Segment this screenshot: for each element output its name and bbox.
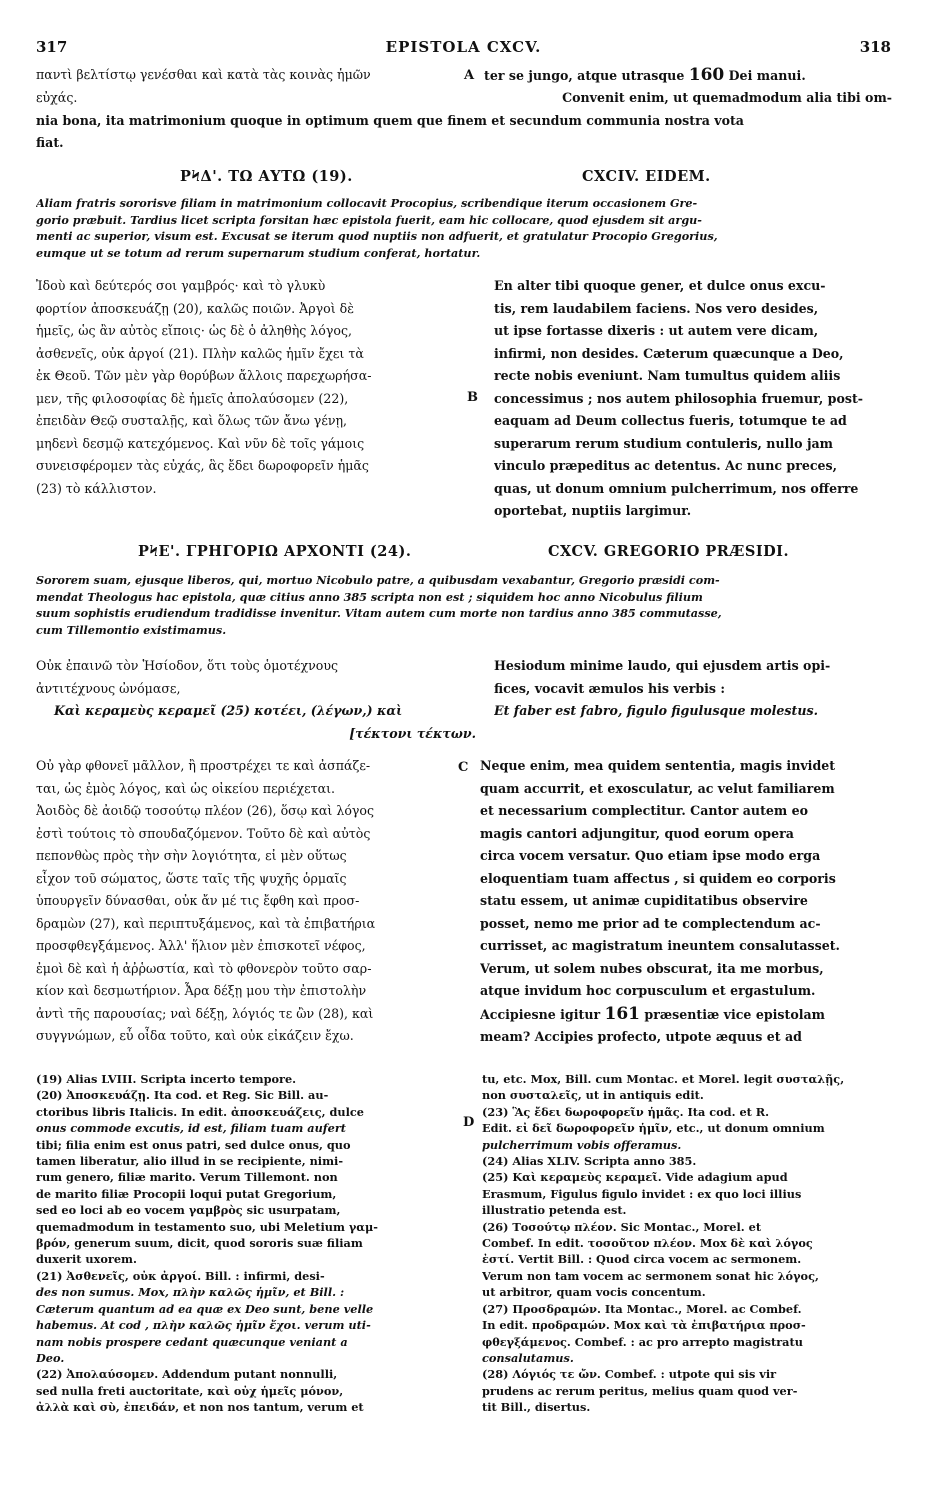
latin-text-194: En alter tibi quoque gener, et dulce onus excu- tis, rem laudabilem faciens. Nos vero desides, ut ipse fortasse dixeris : ut autem vere dicam, infirmi, non desides. Cæterum quæcunque a Deo, recte nobis eveniunt. Nam tumultus quidem aliis concessimus ; nos autem philosophia fruemur, post- eaquam ad Deum collectus fueris, totumque te ad superarum rerum studium contuleris, nullo jam vinculo præpeditus ac detentus. Ac nunc preces, quas, ut donum omnium pulcherrimum, nos offerre oportebat, nuptiis largimur. [494, 278, 863, 518]
margin-marker-b: B [467, 390, 478, 405]
page-number-left: 317 [36, 38, 68, 56]
greek-text-195-intro: Οὐκ ἐπαινῶ τὸν Ἡσίοδον, ὅτι τοὺς ὁμοτέχνους ἀντιτέχνους ὠνόμασε, Καὶ κεραμεὺς κεραμεῖ (25) κοτέει, (λέγων,) καὶ [τέκτονι τέκτων. [36, 658, 476, 741]
greek-heading-194: ΡϞΔ'. ΤΩ ΑΥΤΩ (19). [180, 168, 353, 185]
argument-194: Aliam fratris sororisve filiam in matrimonium collocavit Procopius, scribendique iterum occasionem Gre- gorio præbuit. Tardius licet scripta forsitan hæc epistola fuerit, eam hic collocare, quod ejusdem sit argu- menti ac superior, visum est. Excusat se iterum quod nuptiis non adfuerit, et gratulatur Procopio Gregorius, eumque ut se totum ad rerum supernarum studium conferat, hortatur. [36, 196, 718, 260]
latin-text-195-intro: Hesiodum minime laudo, qui ejusdem artis opi- fices, vocavit æmulos his verbis : Et faber est fabro, figulo figulusque molestus. [494, 655, 894, 723]
running-title: EPISTOLA CXCV. [385, 38, 542, 56]
greek-heading-195: ΡϞΕ'. ΓΡΗΓΟΡΙΩ ΑΡΧΟΝΤΙ (24). [138, 543, 412, 560]
latin-heading-195: CXCV. GREGORIO PRÆSIDI. [548, 543, 790, 560]
latin-verse: Et faber est fabro, figulo figulusque molestus. [494, 703, 818, 718]
margin-marker-a: A [464, 68, 475, 83]
latin-continuation-first: ter se jungo, atque utrasque 160 Dei manui. [484, 65, 806, 85]
margin-marker-d: D [463, 1115, 475, 1130]
page-number-right: 318 [859, 38, 891, 56]
column-number: 160 [688, 65, 725, 85]
margin-marker-c: C [458, 760, 469, 775]
latin-text-195: Neque enim, mea quidem sententia, magis invidet quam accurrit, et exosculatur, ac velut familiarem et necessarium complectitur. Cantor autem eo magis cantori adjungitur, quod eorum opera circa vocem versatur. Quo etiam ipse modo erga eloquentiam tuam affectus , si quidem eo corporis statu essem, ut animæ cupiditatibus observire posset, nemo me prior ad te complectendum ac- currisset, ac magistratum ineuntem consalutasset. Verum, ut solem nubes obscurat, ita me morbus, atque invidum hoc corpusculum et ergastulum. Accipiesne igitur 161 præsentiæ vice epistolam meam? Accipies profecto, utpote æquus et ad [480, 758, 840, 1044]
argument-195: Sororem suam, ejusque liberos, qui, mortuo Nicobulo patre, a quibusdam vexabantur, Gregorio præsidi com- mendat Theologus hac epistola, quæ citius anno 385 scripta non est ; siquidem hoc anno Nicobulus filium suum sophistis erudiendum tradidisse invenitur. Vitam autem cum morte non tardius anno 385 commutasse, cum Tillemontio existimamus. [36, 573, 722, 637]
latin-heading-194: CXCIV. EIDEM. [582, 168, 711, 185]
greek-text-194: Ἰδοὺ καὶ δεύτερός σοι γαμβρός· καὶ τὸ γλυκὺ φορτίον ἀποσκευάζῃ (20), καλῶς ποιῶν. Ἀργοὶ δὲ ἡμεῖς, ὡς ἂν αὐτὸς εἴποις· ὡς δὲ ὁ ἀληθὴς λόγος, ἀσθενεῖς, οὐκ ἀργοί (21). Πλὴν καλῶς ἡμῖν ἔχει τὰ ἐκ Θεοῦ. Τῶν μὲν γὰρ θορύβων ἄλλοις παρεχωρήσα- μεν, τῆς φιλοσοφίας δὲ ἡμεῖς ἀπολαύσομεν (22), ἐπειδὰν Θεῷ συσταλῇς, καὶ ὅλως τῶν ἄνω γένῃ, μηδενὶ δεσμῷ κατεχόμενος. Καὶ νῦν δὲ τοῖς γάμοις συνεισφέρομεν τὰς εὐχάς, ἃς ἔδει δωροφορεῖν ἡμᾶς (23) τὸ κάλλιστον. [36, 278, 372, 496]
footnotes-right: tu, etc. Mox, Bill. cum Montac. et Morel. legit συσταλῇς, non συσταλεῖς, ut in antiquis edit. (23) Ἃς ἔδει δωροφορεῖν ἡμᾶς. Ita cod. et R. Edit. εἰ δεῖ δωροφορεῖν ἡμῖν, etc., ut donum omnium pulcherrimum vobis offeramus. (24) Alias XLIV. Scripta anno 385. (25) Καὶ κεραμεὺς κεραμεῖ. Vide adagium apud Erasmum, Figulus figulo invidet : ex quo loci illius illustratio petenda est. (26) Τοσούτῳ πλέον. Sic Montac., Morel. et Combef. In edit. τοσοῦτον πλέον. Mox δὲ καὶ λόγος ἐστί. Vertit Bill. : Quod circa vocem ac sermonem. Verum non tam vocem ac sermonem sonat hic λόγος, ut arbitror, quam vocis concentum. (27) Προσδραμών. Ita Montac., Morel. ac Combef. In edit. προδραμών. Mox καὶ τὰ ἐπιβατήρια προσ- φθεγξάμενος. Combef. : ac pro arrepto magistratu consalutamus. (28) Λόγιός τε ὤν. Combef. : utpote qui sis vir prudens ac rerum peritus, melius quam quod ver- tit Bill., disertus. [482, 1072, 845, 1415]
footnotes-left: (19) Alias LVIII. Scripta incerto tempore. (20) Ἀποσκευάζῃ. Ita cod. et Reg. Sic Bill. au- ctoribus libris Italicis. In edit. ἀποσκευάζεις, dulce onus commode excutis, id est, filiam tuam aufert tibi; filia enim est onus patri, sed dulce onus, quo tamen liberatur, alio illud in se recipiente, nimi- rum genero, filiæ marito. Verum Tillemont. non de marito filiæ Procopii loqui putat Gregorium, sed eo loci ab eo vocem γαμβρὸς sic usurpatam, quemadmodum in testamento suo, ubi Meletium γαμ- βρόν, generum suum, dicit, quod sororis suæ filiam duxerit uxorem. (21) Ἀσθενεῖς, οὐκ ἀργοί. Bill. : infirmi, desi- des non sumus. Mox, πλὴν καλῶς ἡμῖν, et Bill. : Cæterum quantum ad ea quæ ex Deo sunt, bene velle habemus. At cod , πλὴν καλῶς ἡμῖν ἔχοι. verum uti- nam nobis prospere cedant quæcunque veniant a Deo. (22) Ἀπολαύσομεν. Addendum putant nonnulli, sed nulla freti auctoritate, καὶ οὐχ ἡμεῖς μόνον, ἀλλὰ καὶ σὺ, ἐπειδάν, et non nos tantum, verum et [36, 1072, 378, 1415]
running-head [36, 38, 891, 58]
column-number-161: 161 [604, 1003, 641, 1024]
greek-verse: Καὶ κεραμεὺς κεραμεῖ (25) κοτέει, (λέγων,) καὶ [54, 703, 403, 718]
greek-text-195: Οὐ γὰρ φθονεῖ μᾶλλον, ἢ προστρέχει τε καὶ ἀσπάζε- ται, ὡς ἐμὸς λόγος, καὶ ὡς οἰκείου περιέχεται. Ἀοιδὸς δὲ ἀοιδῷ τοσούτῳ πλέον (26), ὅσῳ καὶ λόγος ἐστὶ τούτοις τὸ σπουδαζόμενον. Τοῦτο δὲ καὶ αὐτὸς πεπονθὼς πρὸς τὴν σὴν λογιότητα, εἰ μὲν οὕτως εἶχον τοῦ σώματος, ὥστε ταῖς τῆς ψυχῆς ὁρμαῖς ὑπουργεῖν δύνασθαι, οὐκ ἄν μέ τις ἔφθη καὶ προσ- δραμὼν (27), καὶ περιπτυξάμενος, καὶ τὰ ἐπιβατήρια προσφθεγξάμενος. Ἀλλ' ἥλιον μὲν ἐπισκοτεῖ νέφος, ἐμοὶ δὲ καὶ ἡ ἀῤῥωστία, καὶ τὸ φθονερὸν τοῦτο σαρ- κίον καὶ δεσμωτήριον. Ἆρα δέξῃ μου τὴν ἐπιστολὴν ἀντὶ τῆς παρουσίας; ναὶ δέξῃ, λόγιός τε ὢν (28), καὶ συγγνώμων, εὖ οἶδα τοῦτο, καὶ οὐκ εἰκάζειν ἔχω. [36, 758, 376, 1043]
greek-continuation: παντὶ βελτίστῳ γενέσθαι καὶ κατὰ τὰς κοινὰς ἡμῶν εὐχάς. [36, 67, 371, 105]
latin-continuation: Convenit enim, ut quemadmodum alia tibi om- nia bona, ita matrimonium quoque in optimum quem que finem et secundum communia nostra vota fiat. [36, 90, 892, 150]
